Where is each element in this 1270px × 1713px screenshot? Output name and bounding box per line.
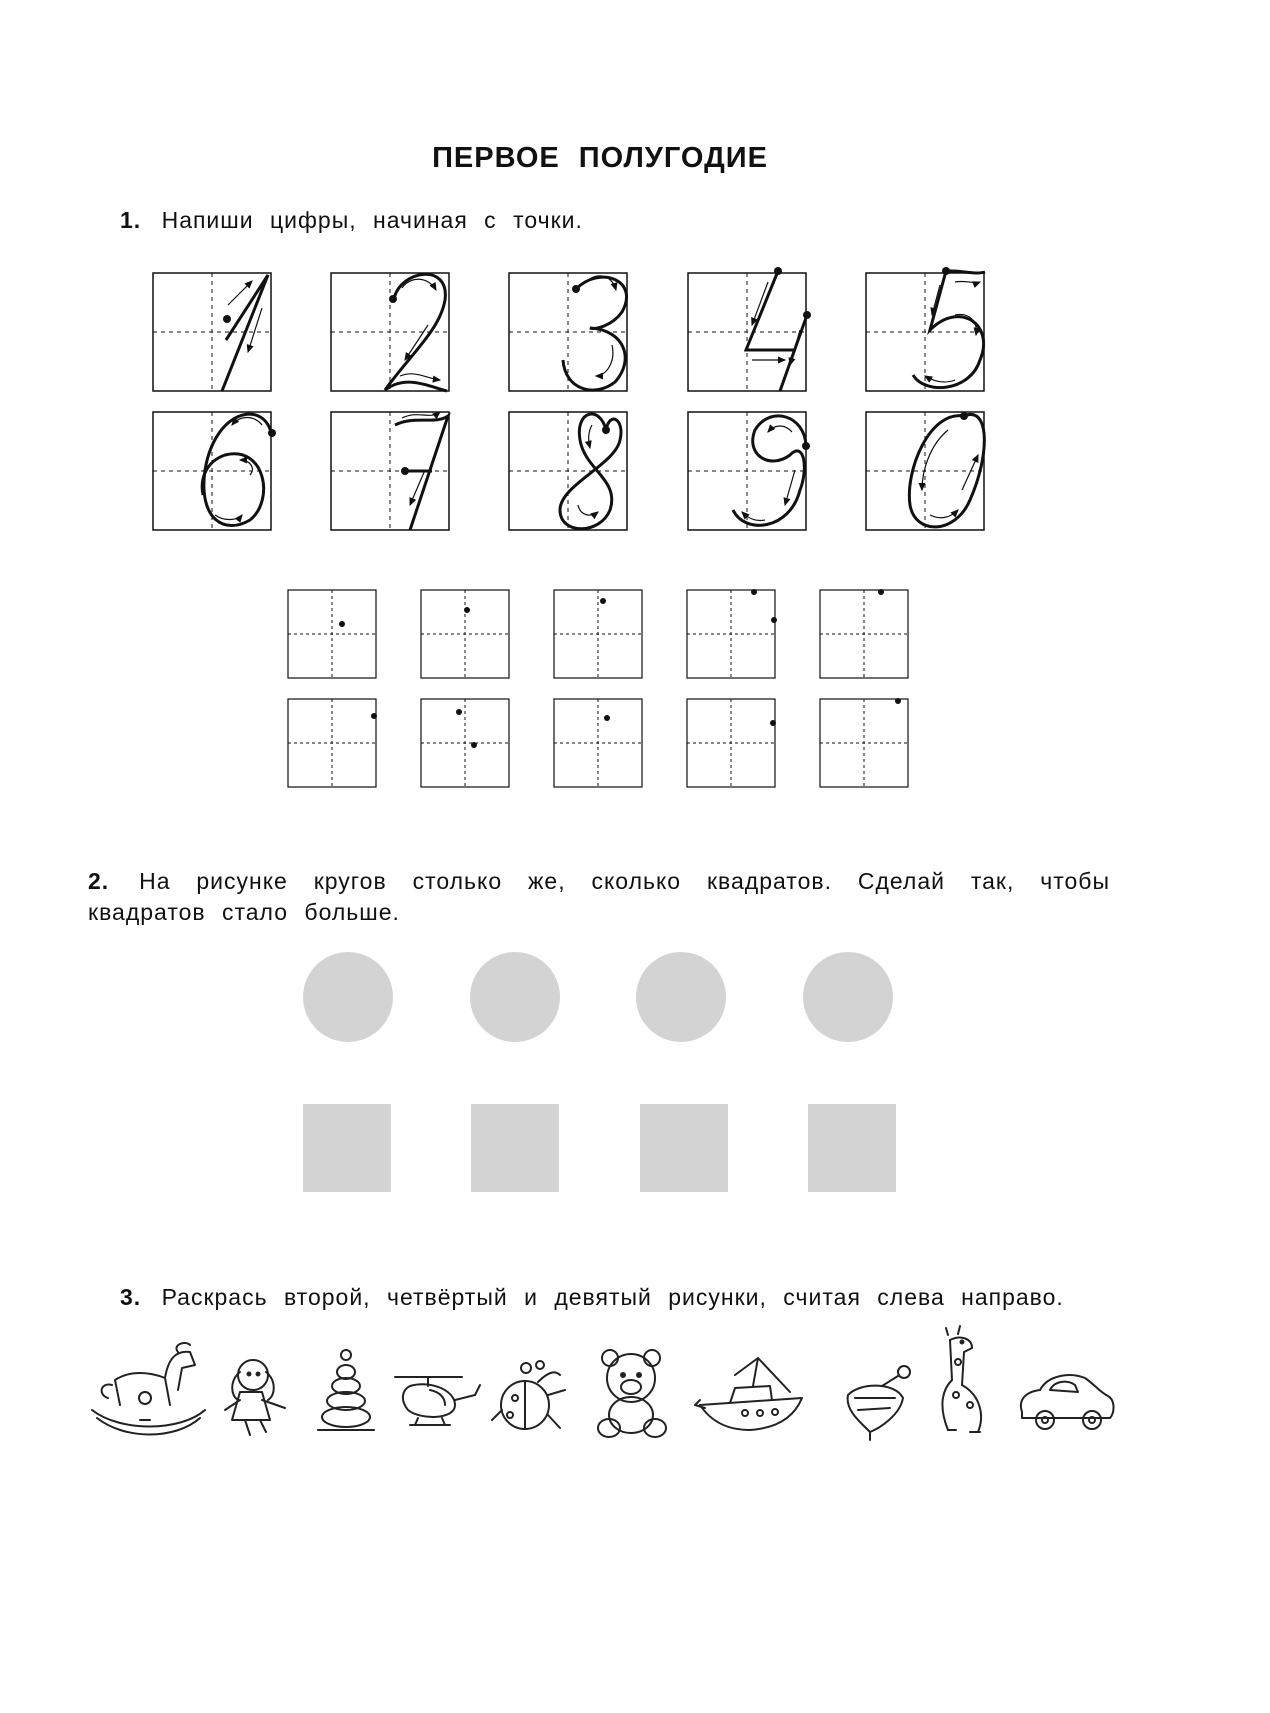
rocking-horse-icon[interactable] [92,1343,205,1435]
pyramid-toy-icon[interactable] [318,1350,374,1430]
task-2-number: 2. [88,868,110,894]
giraffe-icon[interactable] [942,1326,981,1432]
page-title: ПЕРВОЕ ПОЛУГОДИЕ [432,142,768,174]
task-2-text: На рисунке кругов столько же, сколько квадратов. Сделай так, чтобы квадратов стало больше. [88,868,1110,925]
task-1-number: 1. [120,207,142,233]
teddy-bear-icon[interactable] [598,1350,666,1437]
beetle-toy-icon[interactable] [492,1361,565,1429]
task-3-number: 3. [120,1284,142,1310]
car-icon[interactable] [1021,1375,1114,1429]
doll-icon[interactable] [225,1360,285,1435]
task-3-text: Раскрась второй, четвёртый и девятый рисунки, считая слева направо. [161,1284,1064,1310]
spinning-top-icon[interactable] [848,1366,910,1440]
task-1-text: Напиши цифры, начиная с точки. [161,207,583,233]
helicopter-icon[interactable] [395,1377,480,1425]
boat-icon[interactable] [695,1358,802,1430]
